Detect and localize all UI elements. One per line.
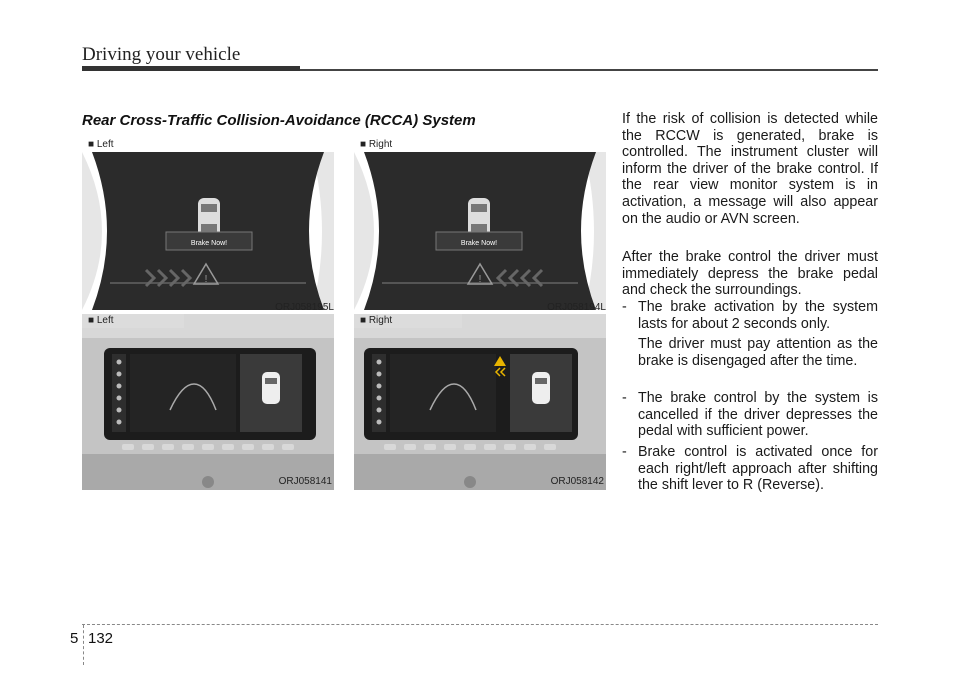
screen-left-illustration: [82, 314, 334, 490]
brake-message: Brake Now!: [460, 240, 498, 247]
bullet-dash: -: [622, 444, 627, 460]
bullet-activation-once: [622, 444, 878, 494]
footer-divider: [83, 625, 84, 665]
section-title: Rear Cross-Traffic Collision-Avoidance (RCCA) System: [82, 112, 476, 129]
svg-text:!: !: [204, 274, 208, 285]
figure-label: ■ Left: [82, 314, 184, 328]
figure-screen-right: [354, 314, 606, 492]
header-bar: [82, 66, 300, 71]
figure-screen-left: [82, 314, 334, 492]
bullet-text: The brake control by the system is cancelled if the driver depresses the pedal with sufficient power.: [638, 390, 878, 440]
bullet-cancel-condition: [622, 390, 878, 440]
brake-message: Brake Now!: [190, 240, 228, 247]
footer-rule: [82, 624, 878, 625]
bullet-text: The brake activation by the system lasts for about 2 seconds only.: [638, 299, 878, 332]
bullet-text: Brake control is activated once for each right/left approach after shifting the shift lever to R (Reverse).: [638, 444, 878, 494]
page-number: 132: [88, 630, 114, 647]
figure-cluster-right: [354, 138, 606, 310]
paragraph-risk-detected: If the risk of collision is detected while the RCCW is generated, brake is controlled. The instrument cluster will inform the driver of the brake control. If the rear view monitor system is in activation, a message will also appear on the audio or AVN screen.: [622, 111, 878, 227]
bullet-dash: -: [622, 390, 627, 406]
screen-right-illustration: [354, 314, 606, 490]
bullet-subnote: The driver must pay attention as the brake is disengaged after the time.: [638, 336, 878, 369]
header-rule: [300, 69, 878, 71]
figure-code: ORJ058142: [550, 476, 604, 487]
figure-label: ■ Right: [354, 314, 462, 328]
svg-text:!: !: [478, 274, 482, 285]
car-top-view-icon: [532, 372, 550, 404]
figure-label: ■ Left: [88, 139, 114, 150]
bullet-activation-duration: [622, 299, 878, 332]
figure-code: ORJ058195L: [275, 302, 334, 310]
figure-code: ORJ058141: [278, 476, 332, 487]
bullet-dash: -: [622, 299, 627, 315]
figure-code: ORJ058194L: [547, 302, 606, 310]
header-title: Driving your vehicle: [82, 44, 241, 65]
paragraph-after-brake: After the brake control the driver must immediately depress the brake pedal and check the surroundings.: [622, 249, 878, 299]
cluster-right-illustration: [354, 152, 606, 310]
figure-cluster-left: [82, 138, 334, 310]
car-top-view-icon: [262, 372, 280, 404]
chapter-number: 5: [70, 630, 79, 647]
figure-label: ■ Right: [360, 139, 393, 150]
cluster-left-illustration: [82, 152, 334, 310]
